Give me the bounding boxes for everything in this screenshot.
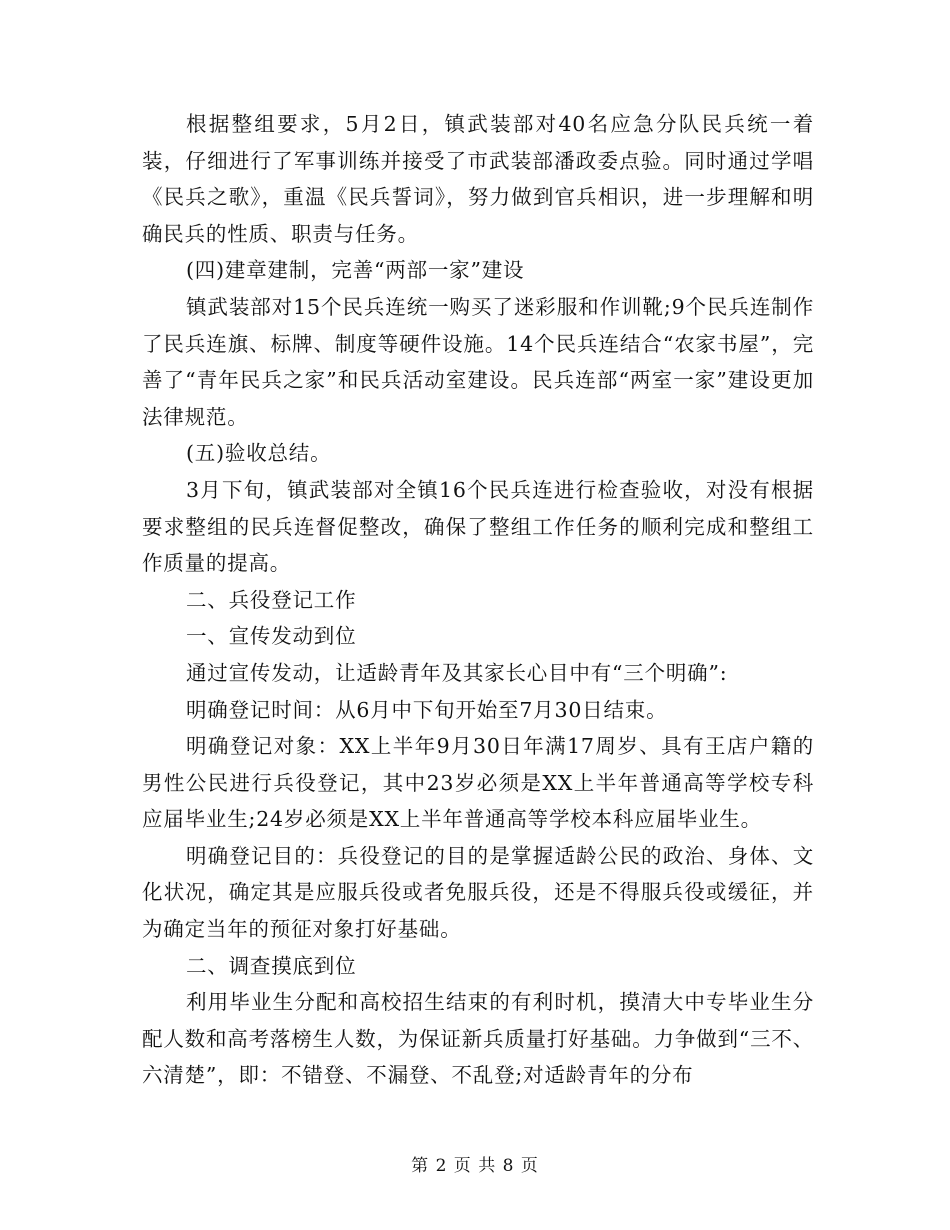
- heading-section-four: (四)建章建制，完善“两部一家”建设: [186, 258, 525, 283]
- heading-section-five: (五)验收总结。: [186, 441, 332, 466]
- heading-investigation: 二、调查摸底到位: [186, 953, 357, 978]
- heading-military-registration: 二、兵役登记工作: [186, 587, 357, 612]
- paragraph-registration-target: 明确登记对象：XX上半年9月30日年满17周岁、具有王店户籍的男性公民进行兵役登记，其中23岁必须是XX上半年普通高等学校专科应届毕业生;24岁必须是XX上半年普通高等学校本科应届毕业生。: [142, 734, 814, 832]
- paragraph-registration-time: 明确登记时间：从6月中下旬开始至7月30日结束。: [186, 697, 668, 722]
- paragraph-three-clarities: 通过宣传发动，让适龄青年及其家长心目中有“三个明确”:: [186, 660, 728, 685]
- paragraph-militia-inspection: 根据整组要求，5月2日，镇武装部对40名应急分队民兵统一着装，仔细进行了军事训练并接受了市武装部潘政委点验。同时通过学唱《民兵之歌》，重温《民兵誓词》，努力做到官兵相识，进一步理解和明确民兵的性质、职责与任务。: [142, 112, 814, 246]
- paragraph-acceptance-check: 3月下旬，镇武装部对全镇16个民兵连进行检查验收，对没有根据要求整组的民兵连督促整改，确保了整组工作任务的顺利完成和整组工作质量的提高。: [142, 477, 814, 576]
- paragraph-investigation-detail: 利用毕业生分配和高校招生结束的有利时机，摸清大中专毕业生分配人数和高考落榜生人数，为保证新兵质量打好基础。力争做到“三不、六清楚”，即：不错登、不漏登、不乱登;对适龄青年的分布: [142, 990, 814, 1088]
- heading-publicity: 一、宣传发动到位: [186, 624, 357, 649]
- paragraph-registration-purpose: 明确登记目的：兵役登记的目的是掌握适龄公民的政治、身体、文化状况，确定其是应服兵役或者免服兵役，还是不得服兵役或缓征，并为确定当年的预征对象打好基础。: [142, 843, 814, 942]
- paragraph-facility-building: 镇武装部对15个民兵连统一购买了迷彩服和作训靴;9个民兵连制作了民兵连旗、标牌、制度等硬件设施。14个民兵连结合“农家书屋”，完善了“青年民兵之家”和民兵活动室建设。民兵连部“两室一家”建设更加法律规范。: [142, 294, 814, 429]
- page-number-footer: 第 2 页 共 8 页: [411, 1156, 539, 1176]
- document-body: [142, 106, 814, 1094]
